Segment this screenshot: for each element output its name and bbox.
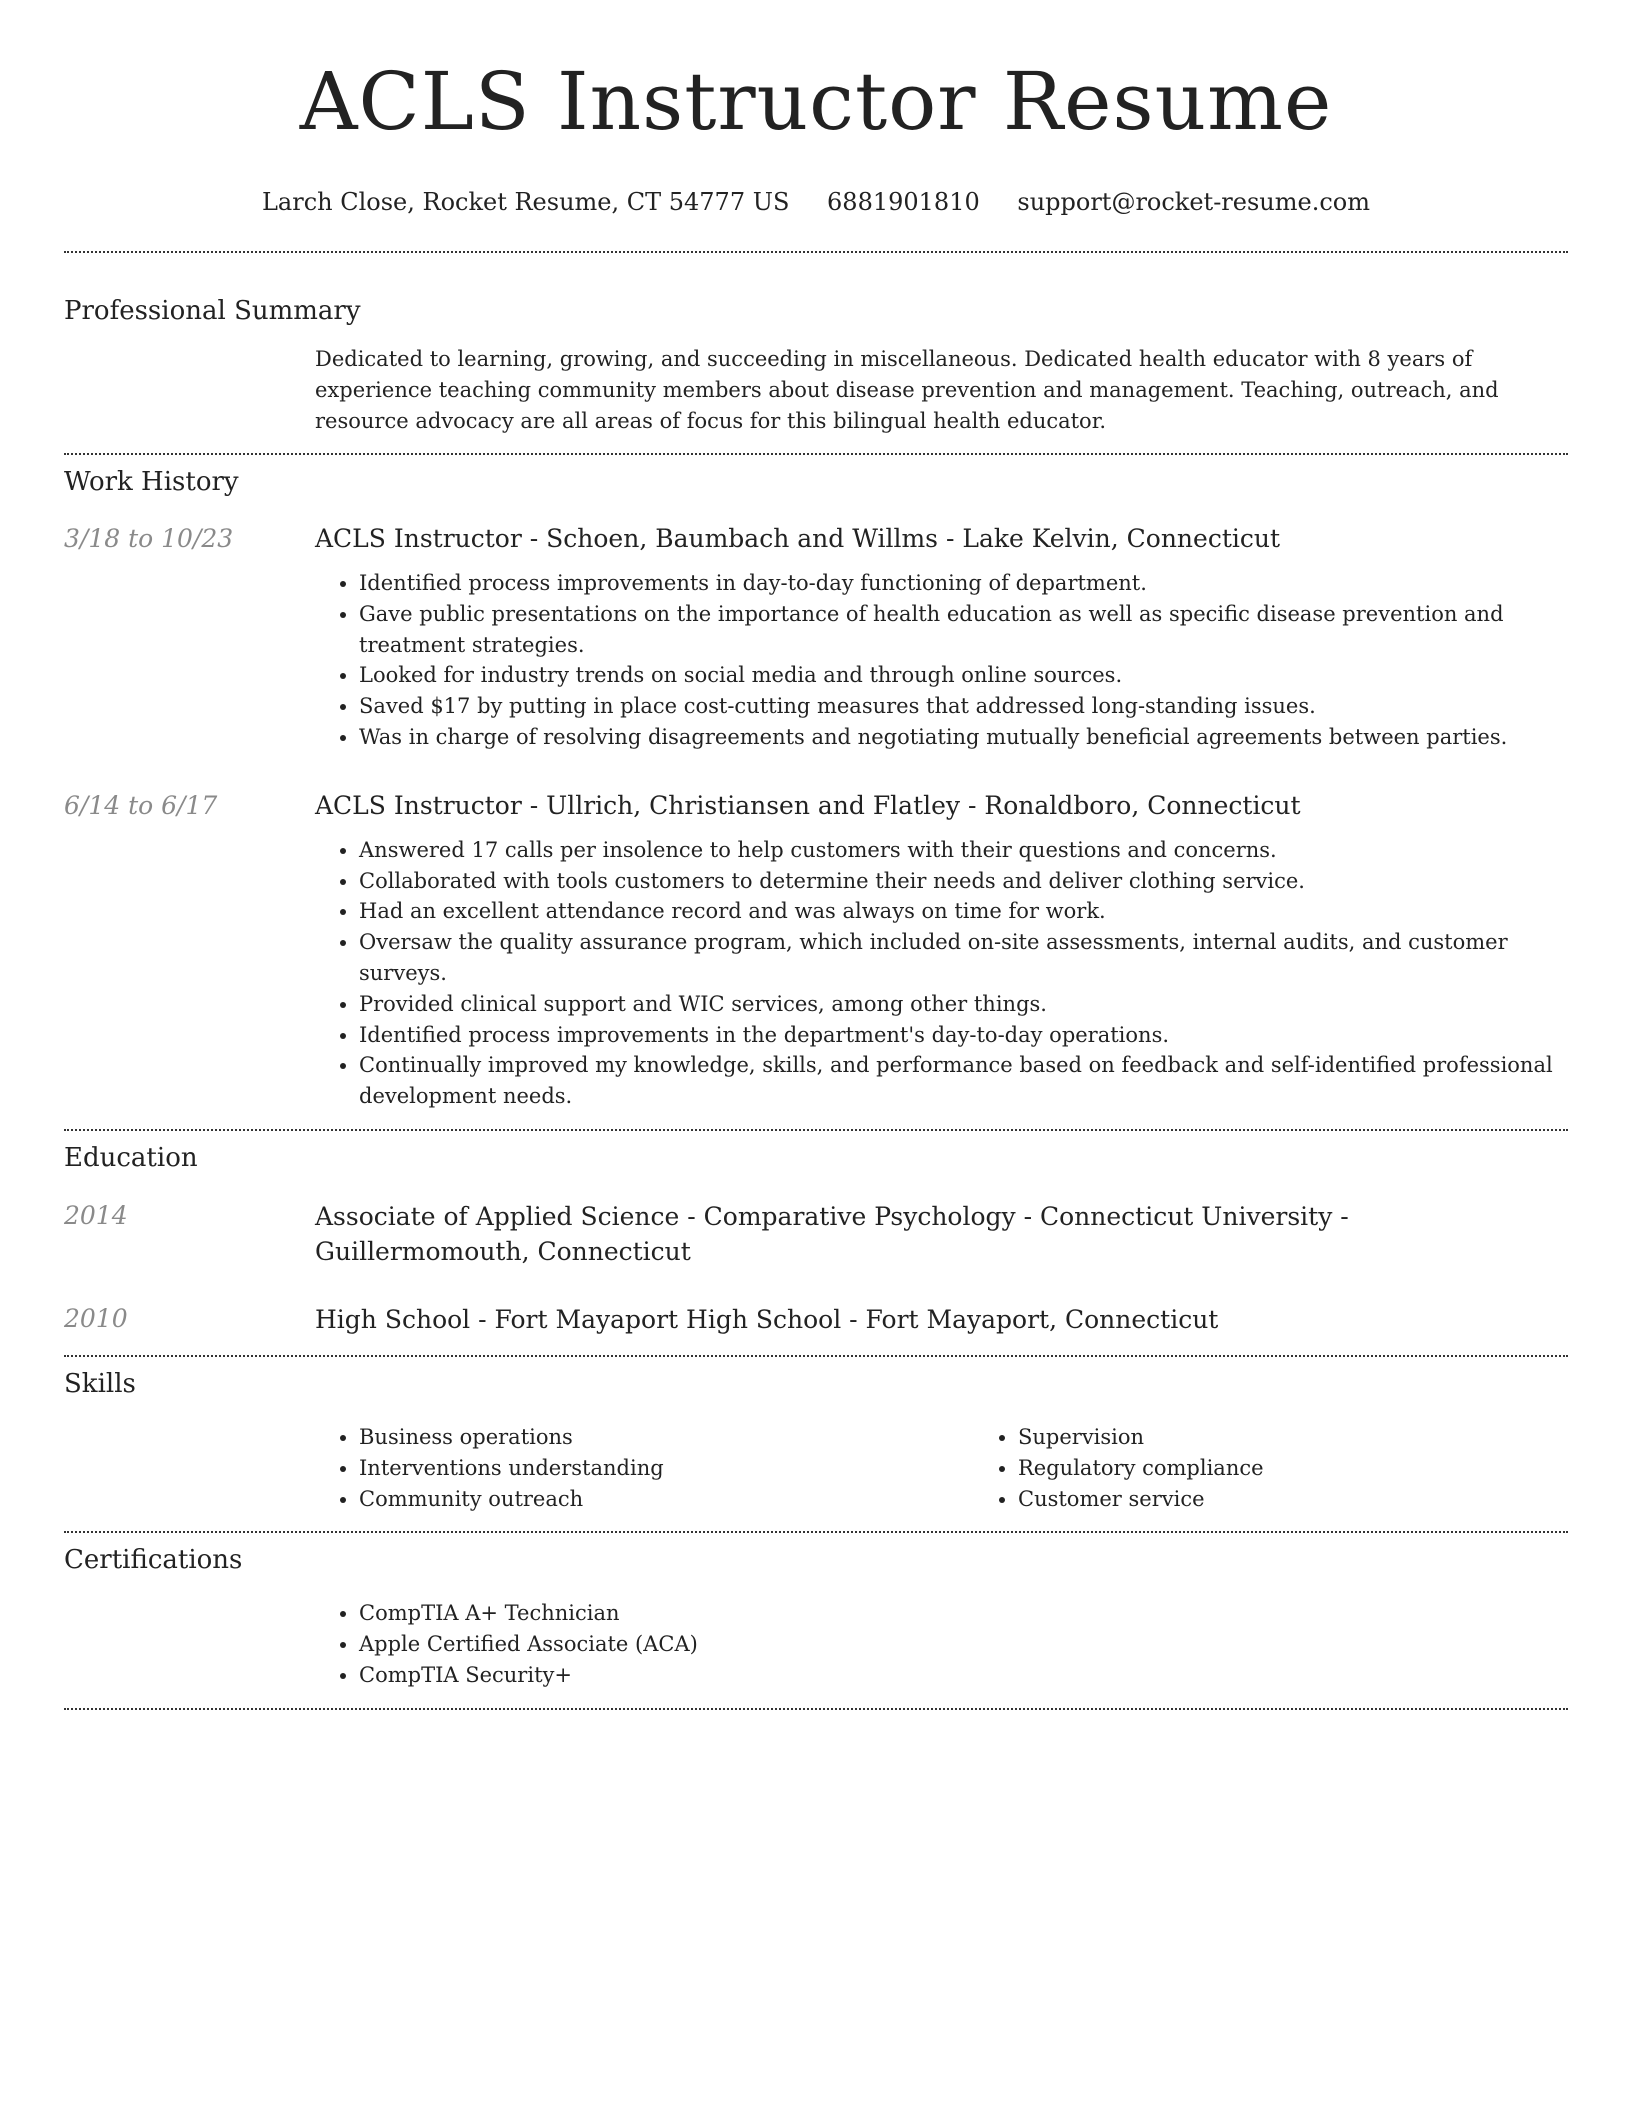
education-entry — [64, 1302, 1568, 1337]
list-item: • Oversaw the quality assurance program, which included on-site assessments, internal audits, and customer surveys. — [359, 927, 1568, 989]
contact-phone: 6881901810 — [827, 188, 980, 216]
divider — [64, 1129, 1568, 1131]
list-item: • Saved $17 by putting in place cost-cutting measures that addressed long-standing issues. — [359, 691, 1568, 722]
job-dates: 3/18 to 10/23 — [64, 524, 234, 553]
list-item: • Provided clinical support and WIC services, among other things. — [359, 989, 1568, 1020]
contact-address: Larch Close, Rocket Resume, CT 54777 US — [261, 188, 790, 216]
list-item: • Had an excellent attendance record and was always on time for work. — [359, 896, 1568, 927]
skills-list — [315, 1422, 974, 1514]
education-title: Associate of Applied Science - Comparative Psychology - Connecticut University - Guillermomouth, Connecticut — [315, 1201, 1349, 1266]
list-item: • Was in charge of resolving disagreements and negotiating mutually beneficial agreements between parties. — [359, 722, 1568, 753]
skill-item: • Supervision — [1018, 1422, 1632, 1453]
education-entry — [64, 1199, 1568, 1269]
summary-row — [64, 344, 1568, 437]
education-year: 2014 — [64, 1200, 128, 1230]
summary-text: Dedicated to learning, growing, and succeeding in miscellaneous. Dedicated health educator with 8 years of experience teaching community members about disease prevention and management. Teaching, outreach, and resource advocacy are all areas of focus for this bilingual health educator. — [315, 347, 1499, 433]
resume-title: ACLS Instructor Resume — [299, 55, 1333, 148]
list-item: • Identified process improvements in day-to-day functioning of department. — [359, 568, 1568, 599]
divider — [64, 1355, 1568, 1357]
divider — [64, 251, 1568, 253]
job-entry — [64, 522, 1568, 753]
job-bullets — [315, 568, 1568, 753]
summary-heading: Professional Summary — [64, 296, 361, 326]
certifications-list — [315, 1598, 1568, 1690]
job-bullets — [315, 835, 1568, 1112]
list-item: • Answered 17 calls per insolence to help customers with their questions and concerns. — [359, 835, 1568, 866]
work-history-heading: Work History — [64, 467, 239, 497]
education-year: 2010 — [64, 1303, 128, 1333]
certification-item: • CompTIA Security+ — [359, 1660, 1568, 1691]
skills-heading: Skills — [64, 1368, 136, 1399]
skill-item: • Interventions understanding — [359, 1453, 974, 1484]
list-item: • Collaborated with tools customers to determine their needs and deliver clothing service. — [359, 866, 1568, 897]
job-title: ACLS Instructor - Schoen, Baumbach and Willms - Lake Kelvin, Connecticut — [315, 524, 1281, 553]
certifications-heading: Certifications — [64, 1545, 243, 1576]
list-item: • Gave public presentations on the importance of health education as well as specific disease prevention and treatment strategies. — [359, 599, 1568, 661]
skill-item: • Customer service — [1018, 1484, 1632, 1515]
job-dates: 6/14 to 6/17 — [64, 790, 218, 820]
skill-item: • Community outreach — [359, 1484, 974, 1515]
job-entry — [64, 789, 1568, 1112]
contact-line — [64, 186, 1568, 218]
skills-list — [974, 1422, 1632, 1514]
list-item: • Looked for industry trends on social media and through online sources. — [359, 660, 1568, 691]
skill-item: • Regulatory compliance — [1018, 1453, 1632, 1484]
divider — [64, 1708, 1568, 1710]
skill-item: • Business operations — [359, 1422, 974, 1453]
divider — [64, 453, 1568, 455]
education-heading: Education — [64, 1142, 198, 1173]
certifications-row — [64, 1598, 1568, 1690]
list-item: • Identified process improvements in the department's day-to-day operations. — [359, 1020, 1568, 1051]
skills-row — [64, 1422, 1568, 1514]
contact-email: support@rocket-resume.com — [1017, 188, 1370, 216]
job-title: ACLS Instructor - Ullrich, Christiansen and Flatley - Ronaldboro, Connecticut — [315, 790, 1301, 820]
list-item: • Continually improved my knowledge, skills, and performance based on feedback and self-identified professional development needs. — [359, 1050, 1568, 1112]
certification-item: • Apple Certified Associate (ACA) — [359, 1629, 1568, 1660]
divider — [64, 1531, 1568, 1533]
certification-item: • CompTIA A+ Technician — [359, 1598, 1568, 1629]
education-title: High School - Fort Mayaport High School - Fort Mayaport, Connecticut — [315, 1304, 1219, 1334]
